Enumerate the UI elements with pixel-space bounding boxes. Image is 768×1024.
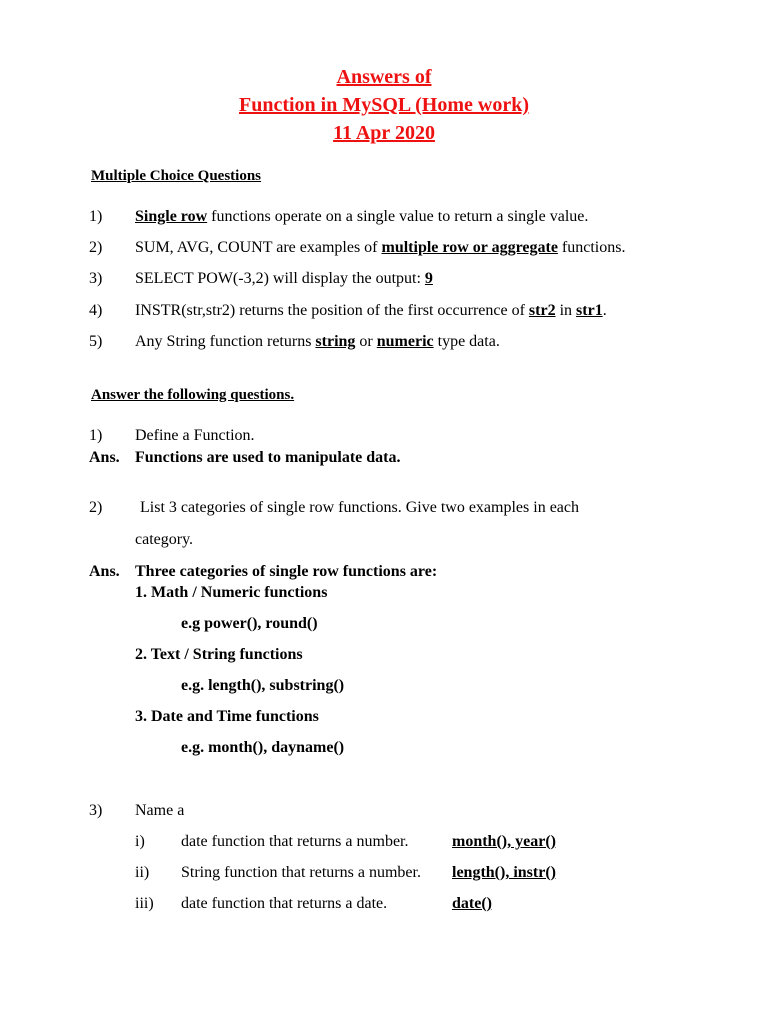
- title-line-1: Answers of: [336, 66, 432, 88]
- sub-question-answer: length(), instr(): [452, 864, 556, 881]
- mcq-answer: str2: [528, 302, 556, 319]
- mcq-answer: 9: [424, 270, 433, 287]
- mcq-item-text: Single row functions operate on a single value to return a single value.: [135, 208, 589, 225]
- title-line-3: 11 Apr 2020: [333, 122, 435, 144]
- qa-heading: Answer the following questions.: [91, 387, 295, 403]
- question-text: List 3 categories of single row functions. Give two examples in each: [140, 499, 579, 516]
- sub-question-number: iii): [135, 895, 154, 912]
- answer-text: Functions are used to manipulate data.: [135, 449, 401, 466]
- answer-label: Ans.: [89, 449, 120, 466]
- question-number: 1): [89, 427, 103, 444]
- sub-question-text: date function that returns a number.: [181, 833, 409, 850]
- mcq-answer: Single row: [135, 208, 208, 225]
- title-line-2: Function in MySQL (Home work): [238, 94, 529, 116]
- mcq-item-text: SELECT POW(-3,2) will display the output: 9: [135, 270, 433, 287]
- mcq-answer: str1: [576, 302, 603, 319]
- sub-question-number: ii): [135, 864, 150, 881]
- sub-question-text: String function that returns a number.: [181, 864, 421, 881]
- sub-question-answer: month(), year(): [452, 833, 556, 850]
- question-text: Define a Function.: [135, 427, 255, 444]
- mcq-item-text: SUM, AVG, COUNT are examples of multiple row or aggregate functions.: [135, 239, 626, 256]
- question-number: 3): [89, 802, 103, 819]
- question-text-continued: category.: [135, 531, 194, 548]
- mcq-answer: multiple row or aggregate: [381, 239, 558, 256]
- category-example: e.g power(), round(): [181, 615, 318, 632]
- sub-question-number: i): [135, 833, 145, 850]
- category-name: 2. Text / String functions: [135, 646, 303, 663]
- answer-label: Ans.: [89, 563, 120, 580]
- category-name: 3. Date and Time functions: [135, 708, 319, 725]
- mcq-item-number: 5): [89, 333, 103, 350]
- mcq-item-number: 1): [89, 208, 103, 225]
- mcq-item-text: INSTR(str,str2) returns the position of the first occurrence of str2 in str1.: [135, 302, 607, 319]
- mcq-answer: string: [315, 333, 356, 350]
- question-number: 2): [89, 499, 103, 516]
- mcq-item-text: Any String function returns string or numeric type data.: [135, 333, 500, 350]
- mcq-item-number: 3): [89, 270, 103, 287]
- mcq-item-number: 2): [89, 239, 103, 256]
- question-text: Name a: [135, 802, 185, 819]
- sub-question-answer: date(): [452, 895, 492, 912]
- category-name: 1. Math / Numeric functions: [135, 584, 328, 601]
- category-example: e.g. length(), substring(): [181, 677, 345, 694]
- mcq-answer: numeric: [376, 333, 434, 350]
- sub-question-text: date function that returns a date.: [181, 895, 388, 912]
- mcq-heading: Multiple Choice Questions: [91, 168, 262, 184]
- answer-intro: Three categories of single row functions are:: [135, 563, 438, 580]
- mcq-item-number: 4): [89, 302, 103, 319]
- category-example: e.g. month(), dayname(): [181, 739, 345, 756]
